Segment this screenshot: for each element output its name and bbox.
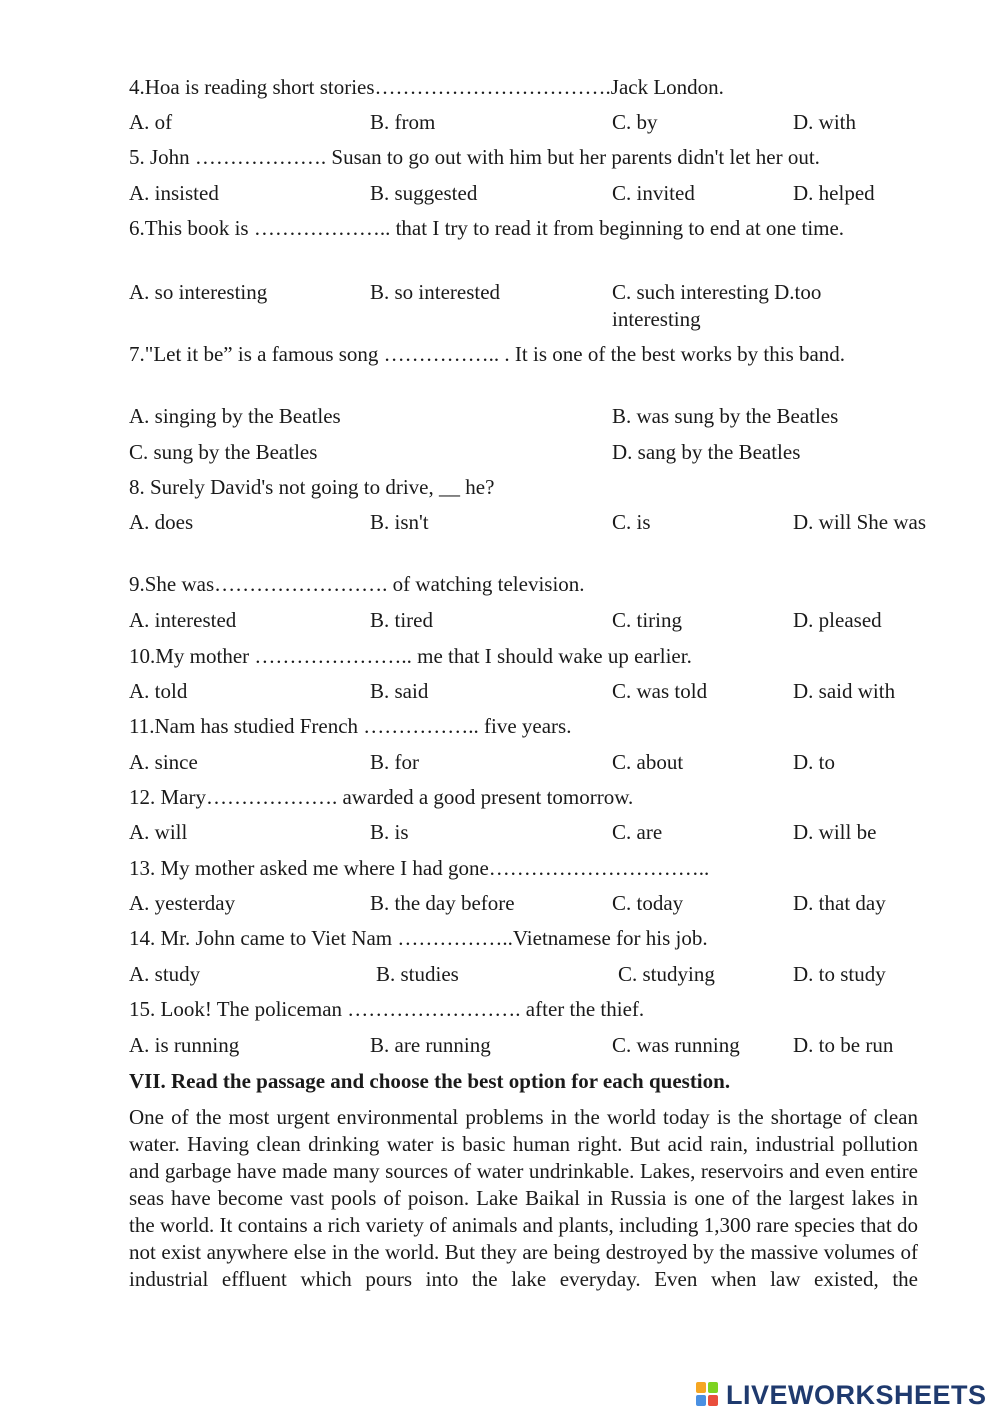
q15-option-a: A. is running <box>129 1033 240 1057</box>
question-9: 9.She was……………………. of watching television. <box>129 572 585 596</box>
question-15: 15. Look! The policeman ……………………. after the thief. <box>129 997 645 1021</box>
liveworksheets-mark-icon <box>696 1382 720 1408</box>
q14-option-b: B. studies <box>376 962 459 986</box>
q12-option-a: A. will <box>129 820 188 844</box>
q8-option-b: B. isn't <box>370 510 429 534</box>
question-8: 8. Surely David's not going to drive, __ he? <box>129 475 495 499</box>
q5-option-d: D. helped <box>793 181 875 205</box>
q13-option-d: D. that day <box>793 891 886 915</box>
q7-option-a: A. singing by the Beatles <box>129 404 341 428</box>
q6-option-c-text: C. such interesting D.too interesting <box>612 280 822 331</box>
q15-option-c: C. was running <box>612 1033 740 1057</box>
question-7: 7."Let it be” is a famous song …………….. . It is one of the best works by this band. <box>129 342 846 366</box>
q7-option-c: C. sung by the Beatles <box>129 440 318 464</box>
q4-option-a: A. of <box>129 110 173 134</box>
q4-option-b: B. from <box>370 110 436 134</box>
q11-option-b: B. for <box>370 750 419 774</box>
q14-option-a: A. study <box>129 962 201 986</box>
q7-option-b: B. was sung by the Beatles <box>612 404 839 428</box>
section-heading: VII. Read the passage and choose the best option for each question. <box>129 1069 731 1093</box>
question-4: 4.Hoa is reading short stories…………………………….Jack London. <box>129 75 724 99</box>
q7-option-d: D. sang by the Beatles <box>612 440 801 464</box>
q11-option-c: C. about <box>612 750 684 774</box>
q5-option-a: A. insisted <box>129 181 219 205</box>
question-14: 14. Mr. John came to Viet Nam ……………..Vietnamese for his job. <box>129 926 708 950</box>
q8-option-a: A. does <box>129 510 194 534</box>
q15-option-d: D. to be run <box>793 1033 894 1057</box>
q9-option-b: B. tired <box>370 608 433 632</box>
q4-option-d: D. with <box>793 110 856 134</box>
q10-option-c: C. was told <box>612 679 708 703</box>
q13-option-b: B. the day before <box>370 891 515 915</box>
q5-option-b: B. suggested <box>370 181 478 205</box>
q8-option-d: D. will She was <box>793 510 926 534</box>
question-12: 12. Mary………………. awarded a good present tomorrow. <box>129 785 634 809</box>
q9-option-c: C. tiring <box>612 608 683 632</box>
q9-option-a: A. interested <box>129 608 237 632</box>
q4-option-c: C. by <box>612 110 658 134</box>
q14-option-d: D. to study <box>793 962 886 986</box>
q8-option-c: C. is <box>612 510 651 534</box>
reading-passage: One of the most urgent environmental problems in the world today is the shortage of clean water. Having clean drinking water is basic human right. But acid rain, industrial pollution and garbage have made many sources of water undrinkable. Lakes, reservoirs and even entire seas have become vast pools of poison. Lake Baikal in Russia is one of the largest lakes in the world. It contains a rich variety of animals and plants, including 1,300 rare species that do not exist anywhere else in the world. But they are being destroyed by the massive volumes of industrial effluent which pours into the lake everyday. Even when law existed, the <box>129 1105 918 1291</box>
q6-option-a: A. so interesting <box>129 280 268 304</box>
question-11: 11.Nam has studied French …………….. five years. <box>129 714 572 738</box>
q6-option-b: B. so interested <box>370 280 501 304</box>
q11-option-d: D. to <box>793 750 835 774</box>
q10-option-a: A. told <box>129 679 188 703</box>
q13-option-c: C. today <box>612 891 684 915</box>
q9-option-d: D. pleased <box>793 608 882 632</box>
q13-option-a: A. yesterday <box>129 891 236 915</box>
question-5: 5. John ………………. Susan to go out with him but her parents didn't let her out. <box>129 145 820 169</box>
question-6: 6.This book is ……………….. that I try to read it from beginning to end at one time. <box>129 216 845 240</box>
q15-option-b: B. are running <box>370 1033 491 1057</box>
q5-option-c: C. invited <box>612 181 695 205</box>
q12-option-c: C. are <box>612 820 663 844</box>
liveworksheets-wordmark: LIVEWORKSHEETS <box>726 1379 987 1410</box>
question-13: 13. My mother asked me where I had gone………………………….. <box>129 856 710 880</box>
q11-option-a: A. since <box>129 750 198 774</box>
q14-option-c: C. studying <box>618 962 715 986</box>
q12-option-d: D. will be <box>793 820 877 844</box>
q10-option-d: D. said with <box>793 679 896 703</box>
q12-option-b: B. is <box>370 820 409 844</box>
question-10: 10.My mother ………………….. me that I should wake up earlier. <box>129 644 692 668</box>
q10-option-b: B. said <box>370 679 429 703</box>
liveworksheets-logo <box>696 1375 987 1415</box>
q6-option-c <box>612 279 862 333</box>
